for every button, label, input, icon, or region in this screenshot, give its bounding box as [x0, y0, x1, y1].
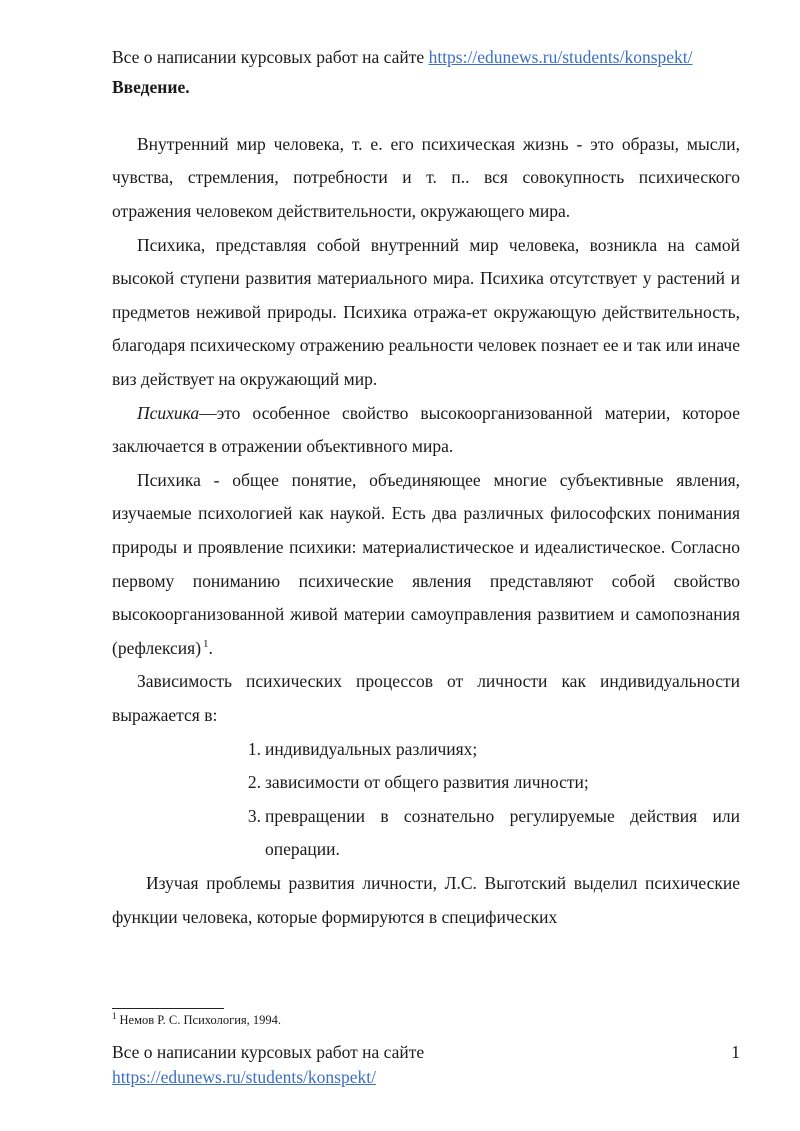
heading-spacer	[112, 100, 740, 128]
paragraph-vygotsky: Изучая проблемы развития личности, Л.С. Выготский выделил психические функции человека, которые формируются в специфических	[112, 872, 740, 927]
page-header-prefix: Все о написании курсовых работ на сайте	[112, 47, 429, 67]
footer-second-row	[112, 1065, 740, 1090]
list-item-number: 2.	[247, 772, 261, 793]
list-item-text: превращении в сознательно регулируемые действия или операции.	[265, 805, 740, 860]
page-header-link[interactable]: https://edunews.ru/students/konspekt/	[428, 47, 693, 67]
dependency-list	[112, 733, 740, 867]
definition-term: Психика	[137, 402, 200, 423]
paragraph-general-concept	[112, 464, 740, 666]
definition-rest: —это особенное свойство высокоорганизованной материи, которое заключается в отражении объективного мира.	[112, 402, 740, 457]
paragraph-psyche-origin: Психика, представляя собой внутренний мир человека, возникла на самой высокой ступени развития материального мира. Психика отсутствует у растений и предметов неживой природы. Психика отража-ет окружающую действительность, благодаря психическому отражению реальности человек познает ее и так или иначе виз действует на окружающий мир.	[112, 234, 740, 390]
list-item-text: зависимости от общего развития личности;	[265, 772, 589, 793]
list-item	[112, 733, 740, 767]
footer-link[interactable]: https://edunews.ru/students/konspekt/	[112, 1066, 376, 1087]
paragraph-psyche-definition	[112, 397, 740, 464]
page-number: 1	[731, 1042, 740, 1062]
paragraph-general-concept-text: Психика - общее понятие, объединяющее многие субъективные явления, изучаемые психологией как наукой. Есть два различных философских понимания природы и проявление психики: материалистическое и идеалистическое. Согласно первому пониманию психические явления представляют собой свойство высокоорганизованной живой материи самоуправления развитием и самопознания (рефлексия)	[112, 469, 740, 658]
list-item-number: 3.	[247, 805, 261, 826]
paragraph-inner-world: Внутренний мир человека, т. е. его психическая жизнь - это образы, мысли, чувства, стремления, потребности и т. п.. вся совокупность психического отражения человеком действительности, окружающего мира.	[112, 133, 740, 222]
footer-first-row	[112, 1040, 740, 1065]
list-item-text: индивидуальных различиях;	[265, 738, 478, 759]
list-item	[112, 800, 740, 867]
page-header	[112, 46, 740, 70]
footnote-entry	[112, 1012, 740, 1028]
footer-text: Все о написании курсовых работ на сайте	[112, 1042, 425, 1062]
paragraph-general-concept-trailing: .	[208, 637, 213, 658]
document-content	[112, 46, 740, 934]
footnote-separator	[112, 1008, 224, 1009]
page-footer	[112, 1040, 740, 1090]
footnote-marker: 1	[112, 1010, 117, 1021]
list-item	[112, 766, 740, 800]
section-heading: Введение.	[112, 76, 190, 97]
footnote-area	[112, 1008, 740, 1028]
paragraph-list-intro: Зависимость психических процессов от личности как индивидуальности выражается в:	[112, 671, 740, 725]
list-item-number: 1.	[247, 738, 261, 759]
footnote-reference[interactable]: 1	[203, 637, 209, 650]
footnote-text: Немов Р. С. Психология, 1994.	[119, 1013, 282, 1027]
